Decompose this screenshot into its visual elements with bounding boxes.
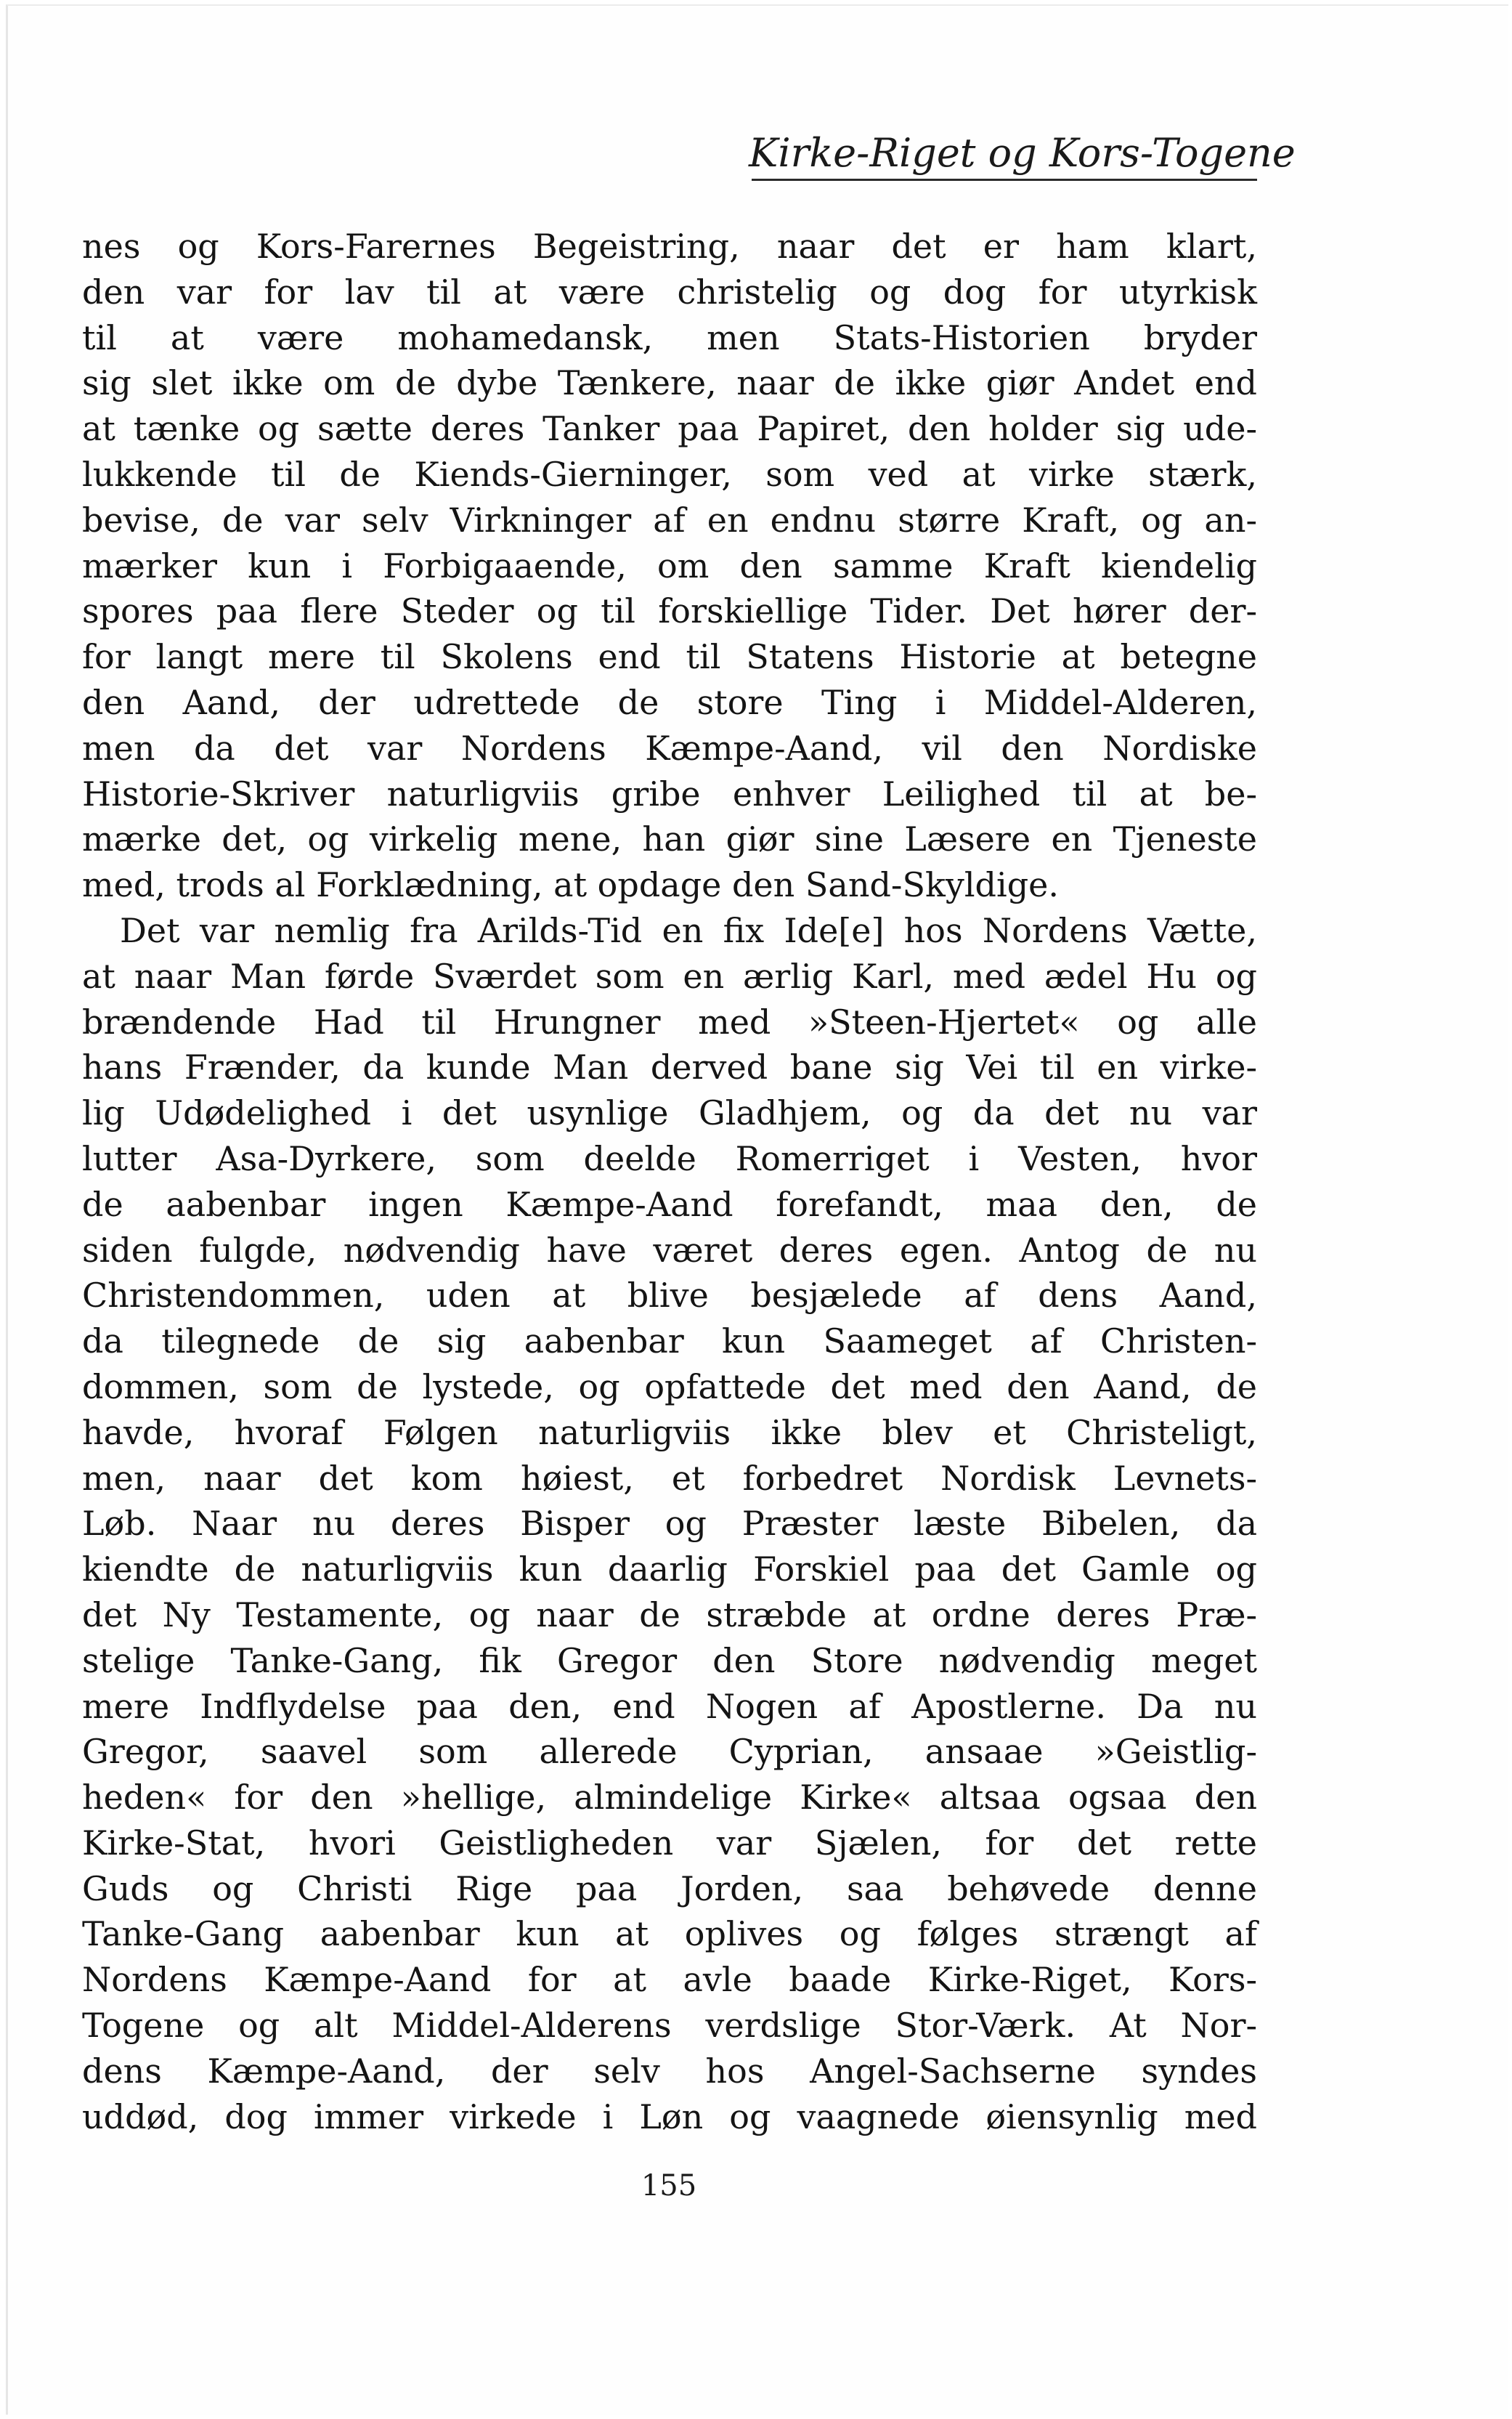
text-line: til at være mohamedansk, men Stats-Historien bryder [82, 317, 1257, 357]
text-line: at naar Man førde Sværdet som en ærlig Karl, med ædel Hu og [82, 956, 1257, 996]
text-line: da tilegnede de sig aabenbar kun Saameget af Christen- [82, 1321, 1257, 1361]
text-line: stelige Tanke-Gang, fik Gregor den Store nødvendig meget [82, 1640, 1257, 1680]
text-line: Guds og Christi Rige paa Jorden, saa behøvede denne [82, 1868, 1257, 1908]
text-line: Det var nemlig fra Arilds-Tid en fix Ide[e] hos Nordens Vætte, [120, 910, 1257, 950]
text-line: nes og Kors-Farernes Begeistring, naar det er ham klart, [82, 227, 1257, 266]
text-line: Christendommen, uden at blive besjælede af dens Aand, [82, 1276, 1257, 1316]
text-line: brændende Had til Hrungner med »Steen-Hjertet« og alle [82, 1002, 1257, 1042]
text-line: mærker kun i Forbigaaende, om den samme Kraft kiendelig [82, 546, 1257, 585]
text-line: at tænke og sætte deres Tanker paa Papiret, den holder sig ude- [82, 409, 1257, 449]
text-line: sig slet ikke om de dybe Tænkere, naar de ikke giør Andet end [82, 363, 1257, 403]
text-line: lukkende til de Kiends-Gierninger, som ved at virke stærk, [82, 454, 1257, 494]
text-line: Tanke-Gang aabenbar kun at oplives og følges strængt af [82, 1914, 1257, 1954]
running-head-rule [752, 179, 1257, 181]
page-number: 155 [641, 2169, 697, 2203]
text-line: den var for lav til at være christelig og dog for utyrkisk [82, 272, 1257, 312]
text-line: med, trods al Forklædning, at opdage den Sand-Skyldige. [82, 865, 1059, 905]
text-line: de aabenbar ingen Kæmpe-Aand forefandt, maa den, de [82, 1184, 1257, 1224]
text-line: Nordens Kæmpe-Aand for at avle baade Kirke-Riget, Kors- [82, 1960, 1257, 2000]
text-line: dens Kæmpe-Aand, der selv hos Angel-Sachserne syndes [82, 2051, 1257, 2091]
text-line: det Ny Testamente, og naar de stræbde at ordne deres Præ- [82, 1595, 1257, 1634]
text-line: spores paa flere Steder og til forskiellige Tider. Det hører der- [82, 591, 1257, 631]
text-line: den Aand, der udrettede de store Ting i Middel-Alderen, [82, 682, 1257, 722]
text-line: Løb. Naar nu deres Bisper og Præster læste Bibelen, da [82, 1504, 1257, 1544]
text-line: lutter Asa-Dyrkere, som deelde Romerriget i Vesten, hvor [82, 1138, 1257, 1178]
running-head: Kirke-Riget og Kors-Togene [749, 130, 1296, 176]
text-line: mere Indflydelse paa den, end Nogen af Apostlerne. Da nu [82, 1686, 1257, 1726]
text-line: havde, hvoraf Følgen naturligviis ikke blev et Christeligt, [82, 1412, 1257, 1452]
text-line: bevise, de var selv Virkninger af en endnu større Kraft, og an- [82, 500, 1257, 540]
text-line: for langt mere til Skolens end til Statens Historie at betegne [82, 637, 1257, 677]
text-line: lig Udødelighed i det usynlige Gladhjem, og da det nu var [82, 1093, 1257, 1133]
text-line: men da det var Nordens Kæmpe-Aand, vil den Nordiske [82, 728, 1257, 768]
text-line: Kirke-Stat, hvori Geistligheden var Sjælen, for det rette [82, 1823, 1257, 1863]
text-line: dommen, som de lystede, og opfattede det med den Aand, de [82, 1366, 1257, 1406]
text-line: Togene og alt Middel-Alderens verdslige Stor-Værk. At Nor- [82, 2006, 1257, 2046]
text-line: men, naar det kom høiest, et forbedret Nordisk Levnets- [82, 1458, 1257, 1498]
text-line: mærke det, og virkelig mene, han giør sine Læsere en Tjeneste [82, 819, 1257, 859]
book-page [6, 4, 1508, 2415]
body-text [82, 224, 1257, 2139]
text-line: Gregor, saavel som allerede Cyprian, ansaae »Geistlig- [82, 1732, 1257, 1772]
text-line: uddød, dog immer virkede i Løn og vaagnede øiensynlig med [82, 2096, 1257, 2136]
text-line: heden« for den »hellige, almindelige Kirke« altsaa ogsaa den [82, 1778, 1257, 1818]
text-line: hans Frænder, da kunde Man derved bane sig Vei til en virke- [82, 1048, 1257, 1087]
text-line: siden fulgde, nødvendig have været deres egen. Antog de nu [82, 1230, 1257, 1270]
text-line: Historie-Skriver naturligviis gribe enhver Leilighed til at be- [82, 774, 1257, 814]
text-line: kiendte de naturligviis kun daarlig Forskiel paa det Gamle og [82, 1549, 1257, 1589]
